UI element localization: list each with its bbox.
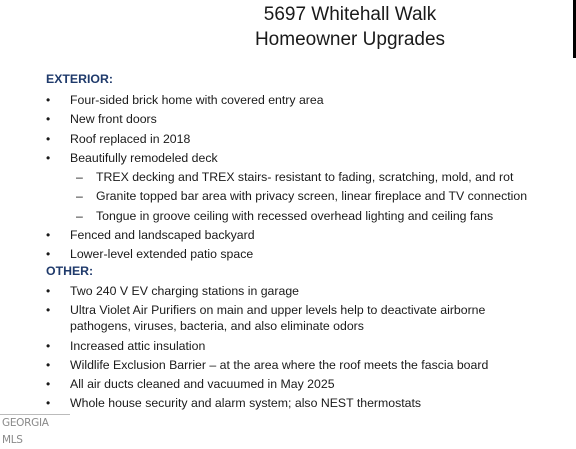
bullet-icon: • <box>46 93 51 107</box>
list-item <box>0 111 576 127</box>
bullet-icon: • <box>46 247 51 262</box>
item-text: Beautifully remodeled deck <box>70 150 218 165</box>
bullet-icon: • <box>46 303 51 318</box>
sub-list-item <box>0 169 576 185</box>
exterior-list <box>0 92 576 266</box>
sub-item-text: Granite topped bar area with privacy screen, linear fireplace and TV connection <box>96 189 528 204</box>
section-heading-exterior: EXTERIOR: <box>46 72 113 86</box>
dash-icon: – <box>76 189 83 204</box>
bullet-icon: • <box>46 284 51 298</box>
bullet-icon: • <box>46 338 51 353</box>
item-text: All air ducts cleaned and vacuumed in May 2025 <box>70 377 335 392</box>
item-text: Lower-level extended patio space <box>70 247 254 262</box>
item-text: Increased attic insulation <box>70 338 206 353</box>
list-item <box>0 376 576 392</box>
list-item <box>0 357 576 373</box>
item-text: Whole house security and alarm system; also NEST thermostats <box>70 396 422 411</box>
item-text: Roof replaced in 2018 <box>70 131 191 146</box>
item-text: Fenced and landscaped backyard <box>70 228 255 243</box>
list-item <box>0 283 576 299</box>
list-item <box>0 246 576 262</box>
sub-list-item <box>0 208 576 224</box>
bullet-icon: • <box>46 377 51 392</box>
list-item <box>0 227 576 243</box>
item-text: Ultra Violet Air Purifiers on main and upper levels help to deactivate airborne pathogens, viruses, bacteria, and also eliminate odors <box>70 303 486 334</box>
bullet-icon: • <box>46 228 51 243</box>
item-text: New front doors <box>70 112 157 127</box>
item-text: Four-sided brick home with covered entry area <box>70 93 324 107</box>
other-list <box>0 283 576 415</box>
sub-item-text: Tongue in groove ceiling with recessed overhead lighting and ceiling fans <box>96 208 494 223</box>
item-text: Wildlife Exclusion Barrier – at the area where the roof meets the fascia board <box>70 357 489 372</box>
dash-icon: – <box>76 208 83 223</box>
page-title <box>200 2 500 52</box>
section-heading-other: OTHER: <box>46 264 94 278</box>
item-text: Two 240 V EV charging stations in garage <box>70 284 299 298</box>
bullet-icon: • <box>46 396 51 411</box>
bullet-icon: • <box>46 357 51 372</box>
title-line-2: Homeowner Upgrades <box>254 29 446 50</box>
georgia-mls-logo: GEORGIA MLS <box>0 415 72 432</box>
bullet-icon: • <box>46 150 51 165</box>
list-item <box>0 150 576 166</box>
sub-item-text: TREX decking and TREX stairs- resistant to fading, scratching, mold, and rot <box>96 170 514 185</box>
list-item <box>0 302 576 334</box>
bullet-icon: • <box>46 112 51 127</box>
dash-icon: – <box>76 170 83 185</box>
list-item <box>0 395 576 411</box>
list-item <box>0 338 576 354</box>
sub-list-item <box>0 188 576 204</box>
title-line-1: 5697 Whitehall Walk <box>263 4 437 25</box>
list-item <box>0 92 576 108</box>
list-item <box>0 131 576 147</box>
bullet-icon: • <box>46 131 51 146</box>
